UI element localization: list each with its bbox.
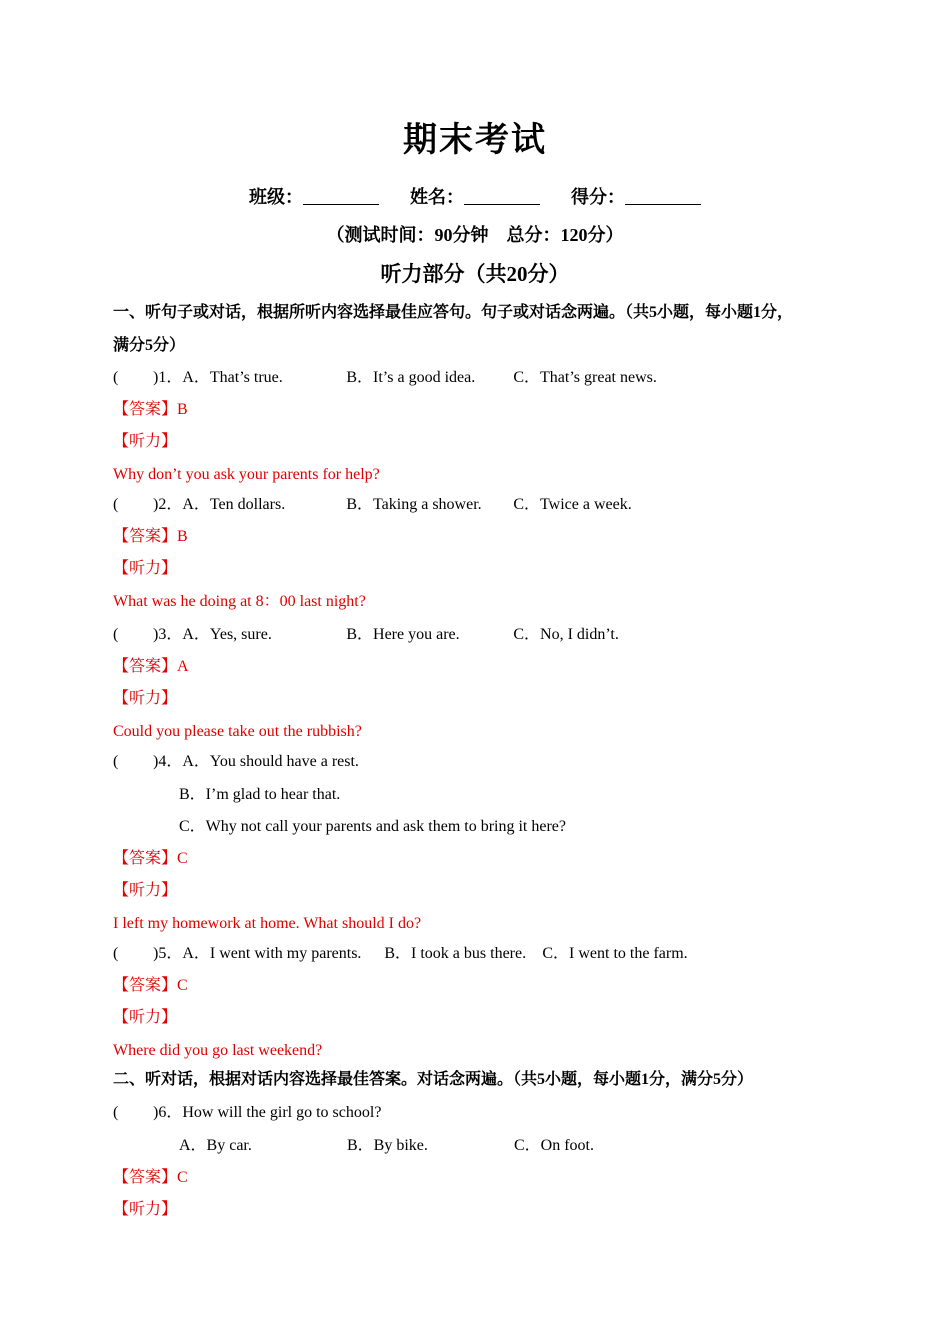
answer-label: 【答案】 <box>113 1169 178 1186</box>
time-note: （测试时间：90分钟 总分：120分） <box>326 225 624 245</box>
answer-4 <box>113 848 852 870</box>
option-c: C．On foot. <box>514 1137 595 1154</box>
listening-label-4: 【听力】 <box>113 882 178 899</box>
answer-value: A <box>177 658 189 675</box>
answer-value: C <box>177 977 188 994</box>
question-number: 2． <box>158 496 183 513</box>
question-4 <box>113 751 852 773</box>
answer-label: 【答案】 <box>113 850 178 867</box>
question-number: 6． <box>158 1104 183 1121</box>
option-b: B．I’m glad to hear that. <box>179 786 341 803</box>
option-c: C．That’s great news. <box>513 369 657 386</box>
paren-close: ) <box>153 369 159 386</box>
question-number: 5． <box>158 945 183 962</box>
part1-instruction-line2: 满分5分） <box>113 337 186 354</box>
answer-6 <box>113 1167 852 1189</box>
paren-close: ) <box>153 753 159 770</box>
question-1 <box>113 367 852 389</box>
question-6 <box>113 1102 852 1124</box>
score-blank <box>625 186 701 205</box>
paren-close: ) <box>153 626 159 643</box>
part2-instruction: 二、听对话，根据对话内容选择最佳答案。对话念两遍。（共5小题，每小题1分，满分5分） <box>113 1071 754 1088</box>
option-a: A．I went with my parents. <box>182 945 362 962</box>
listening-label-3: 【听力】 <box>113 690 178 707</box>
answer-5 <box>113 975 852 997</box>
option-c: C．I went to the farm. <box>542 945 688 962</box>
question-text: How will the girl go to school? <box>182 1104 382 1121</box>
listening-label-1: 【听力】 <box>113 433 178 450</box>
listening-label-6: 【听力】 <box>113 1201 178 1218</box>
page-title: 期末考试 <box>403 122 547 159</box>
answer-value: B <box>177 401 188 418</box>
paren-close: ) <box>153 1104 159 1121</box>
section-title: 听力部分（共20分） <box>380 262 570 286</box>
option-a: A．You should have a rest. <box>182 753 359 770</box>
paren-open: ( <box>113 1104 119 1121</box>
option-a: A．By car. <box>179 1137 252 1154</box>
paren-close: ) <box>153 945 159 962</box>
paren-open: ( <box>113 753 119 770</box>
option-c: C．Why not call your parents and ask them to bring it here? <box>179 818 567 835</box>
transcript-5: Where did you go last weekend? <box>113 1042 323 1059</box>
paren-open: ( <box>113 945 119 962</box>
option-a: A．That’s true. <box>182 369 283 386</box>
option-b: B．Here you are. <box>346 626 460 643</box>
option-b: B．Taking a shower. <box>346 496 482 513</box>
answer-label: 【答案】 <box>113 977 178 994</box>
paren-open: ( <box>113 496 119 513</box>
option-b: B．It’s a good idea. <box>346 369 476 386</box>
class-label: 班级： <box>249 187 303 207</box>
answer-label: 【答案】 <box>113 528 178 545</box>
answer-label: 【答案】 <box>113 401 178 418</box>
question-number: 1． <box>158 369 183 386</box>
transcript-4: I left my homework at home. What should I do? <box>113 915 422 932</box>
part1-instruction-line1: 一、听句子或对话，根据所听内容选择最佳应答句。句子或对话念两遍。（共5小题，每小题1分， <box>113 304 794 321</box>
score-label: 得分： <box>571 187 625 207</box>
option-b: B．I took a bus there. <box>384 945 527 962</box>
transcript-2: What was he doing at 8：00 last night? <box>113 593 366 610</box>
question-number: 4． <box>158 753 183 770</box>
transcript-3: Could you please take out the rubbish? <box>113 723 362 740</box>
paren-open: ( <box>113 626 119 643</box>
answer-3 <box>113 656 852 678</box>
question-5 <box>113 943 852 965</box>
student-info-line <box>0 183 950 209</box>
answer-value: B <box>177 528 188 545</box>
answer-2 <box>113 526 852 548</box>
name-blank <box>464 186 540 205</box>
name-label: 姓名： <box>410 187 464 207</box>
option-c: C．Twice a week. <box>513 496 632 513</box>
answer-value: C <box>177 850 188 867</box>
listening-label-2: 【听力】 <box>113 560 178 577</box>
answer-1 <box>113 399 852 421</box>
transcript-1: Why don’t you ask your parents for help? <box>113 466 380 483</box>
option-b: B．By bike. <box>347 1137 428 1154</box>
question-number: 3． <box>158 626 183 643</box>
option-a: A．Ten dollars. <box>182 496 286 513</box>
answer-value: C <box>177 1169 188 1186</box>
option-a: A．Yes, sure. <box>182 626 272 643</box>
option-c: C．No, I didn’t. <box>513 626 619 643</box>
question-3 <box>113 624 852 646</box>
listening-label-5: 【听力】 <box>113 1009 178 1026</box>
class-blank <box>303 186 379 205</box>
paren-open: ( <box>113 369 119 386</box>
answer-label: 【答案】 <box>113 658 178 675</box>
question-2 <box>113 494 852 516</box>
paren-close: ) <box>153 496 159 513</box>
question-6-options <box>113 1135 852 1157</box>
